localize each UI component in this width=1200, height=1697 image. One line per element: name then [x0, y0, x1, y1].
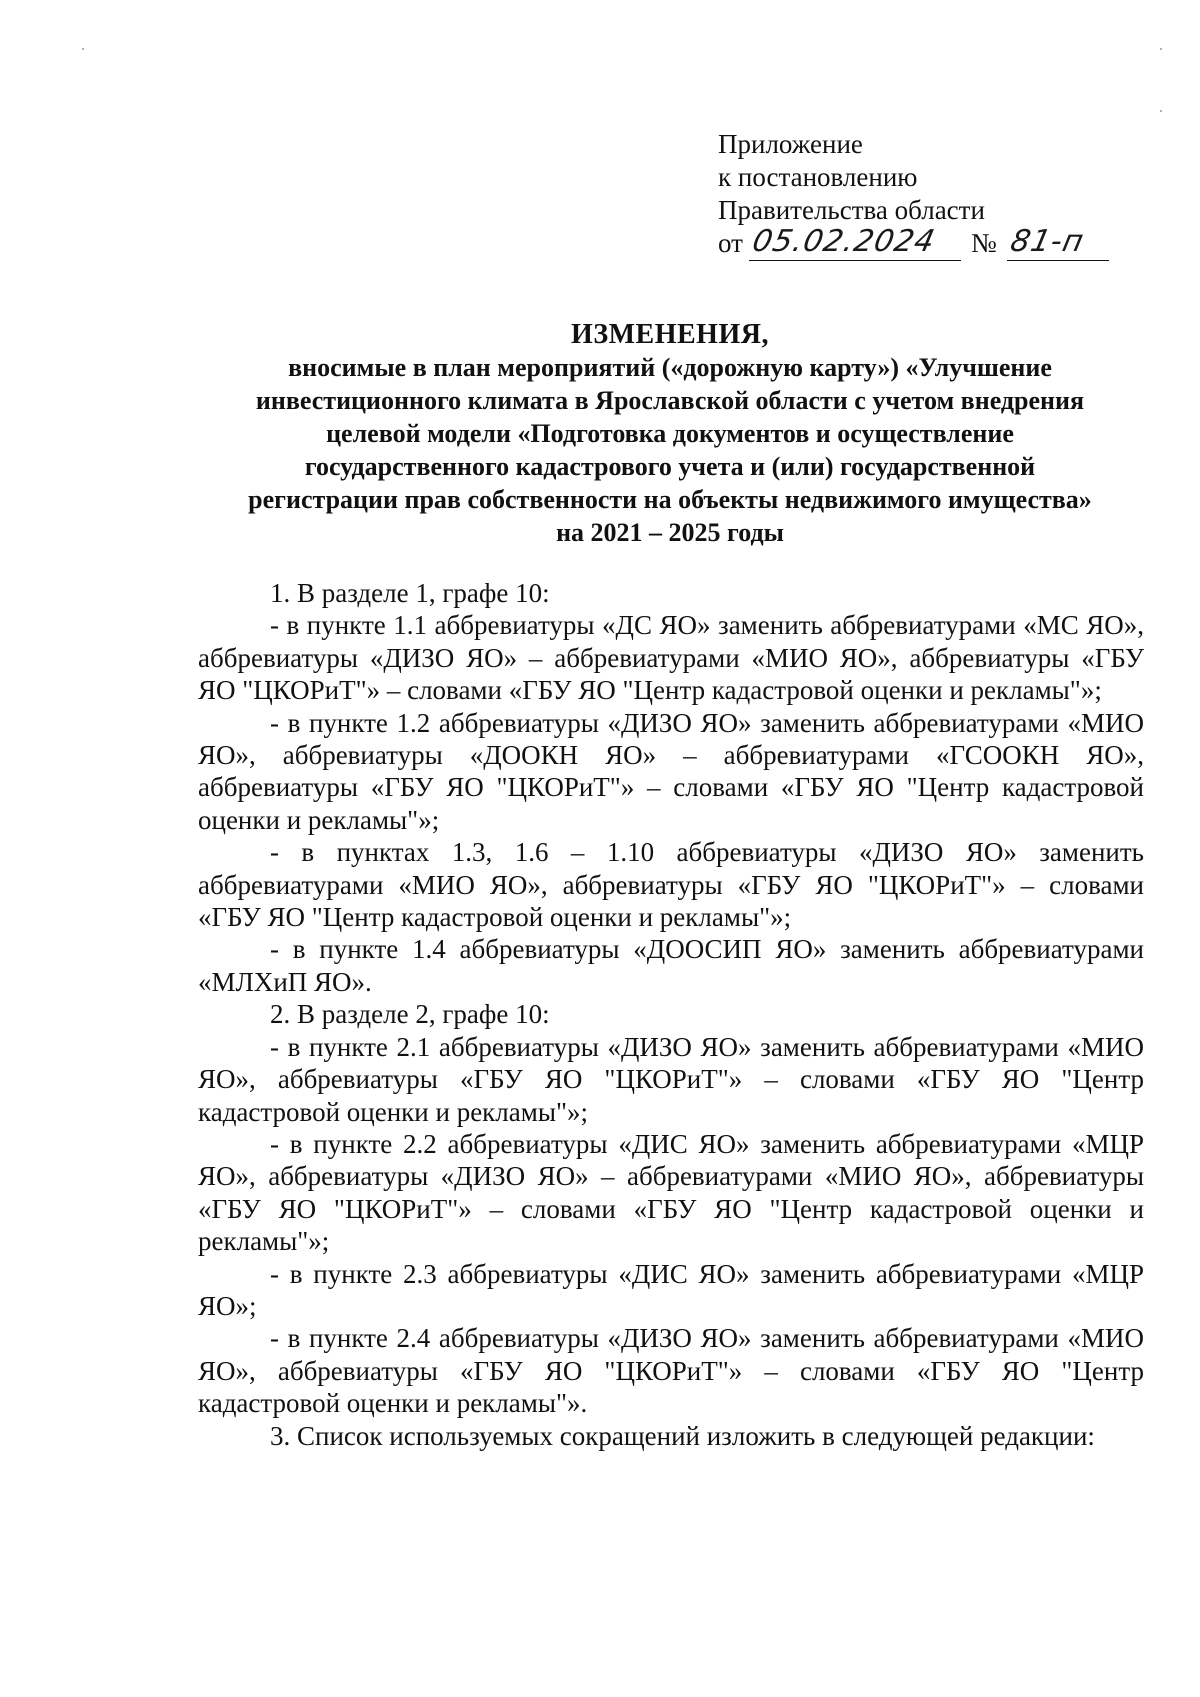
scan-speck	[1160, 110, 1162, 112]
paragraph-1-1: - в пункте 1.1 аббревиатуры «ДС ЯО» заменить аббревиатурами «МС ЯО», аббревиатуры «ДИЗО ЯО» – аббревиатурами «МИО ЯО», аббревиатуры «ГБУ ЯО "ЦКОРиТ"» – словами «ГБУ ЯО "Центр кадастровой оценки и рекламы"»;	[198, 610, 1144, 706]
title-line: вносимые в план мероприятий («дорожную карту») «Улучшение	[288, 353, 1052, 382]
section-1-heading: 1. В разделе 1, графе 10:	[270, 578, 550, 608]
document-body	[198, 577, 1144, 1452]
document-heading: ИЗМЕНЕНИЯ,	[571, 319, 769, 350]
scan-speck	[1160, 48, 1162, 50]
title-line: регистрации прав собственности на объекты недвижимого имущества»	[248, 485, 1092, 514]
title-line: инвестиционного климата в Ярославской области с учетом внедрения	[255, 386, 1085, 415]
appendix-line-2: к постановлению	[718, 162, 918, 192]
handwritten-number: 81-п	[1006, 224, 1088, 259]
appendix-date-line	[718, 224, 1109, 261]
paragraph-2-3: - в пункте 2.3 аббревиатуры «ДИС ЯО» заменить аббревиатурами «МЦР ЯО»;	[198, 1258, 1144, 1321]
number-field	[1006, 224, 1109, 261]
handwritten-date: 05.02.2024	[749, 224, 939, 259]
number-sign: №	[970, 228, 997, 258]
title-line: государственного кадастрового учета и (или) государственной	[304, 452, 1036, 481]
paragraph-2-1: - в пункте 2.1 аббревиатуры «ДИЗО ЯО» заменить аббревиатурами «МИО ЯО», аббревиатуры «ГБУ ЯО "ЦКОРиТ"» – словами «ГБУ ЯО "Центр кадастровой оценки и рекламы"»;	[198, 1031, 1144, 1127]
paragraph-1-2: - в пункте 1.2 аббревиатуры «ДИЗО ЯО» заменить аббревиатурами «МИО ЯО», аббревиатуры «ДООКН ЯО» – аббревиатурами «ГСООКН ЯО», аббревиатуры «ГБУ ЯО "ЦКОРиТ"» – словами «ГБУ ЯО "Центр кадастровой оценки и рекламы"»;	[198, 707, 1144, 835]
title-line: целевой модели «Подготовка документов и осуществление	[326, 419, 1014, 448]
date-prefix: от	[718, 228, 743, 258]
paragraph-1-4: - в пункте 1.4 аббревиатуры «ДООСИП ЯО» заменить аббревиатурами «МЛХиП ЯО».	[198, 934, 1144, 997]
paragraph-2-2: - в пункте 2.2 аббревиатуры «ДИС ЯО» заменить аббревиатурами «МЦР ЯО», аббревиатуры «ДИЗО ЯО» – аббревиатурами «МИО ЯО», аббревиатуры «ГБУ ЯО "ЦКОРиТ"» – словами «ГБУ ЯО "Центр кадастровой оценки и рекламы"»;	[198, 1128, 1144, 1257]
paragraph-2-4: - в пункте 2.4 аббревиатуры «ДИЗО ЯО» заменить аббревиатурами «МИО ЯО», аббревиатуры «ГБУ ЯО "ЦКОРиТ"» – словами «ГБУ ЯО "Центр кадастровой оценки и рекламы"».	[198, 1323, 1144, 1419]
appendix-block	[718, 128, 1109, 261]
appendix-line-3: Правительства области	[718, 195, 985, 225]
appendix-line-1: Приложение	[718, 129, 863, 159]
document-title-block	[150, 318, 1190, 549]
section-3-heading: 3. Список используемых сокращений изложить в следующей редакции:	[270, 1420, 1095, 1451]
date-field	[749, 224, 961, 261]
title-line: на 2021 – 2025 годы	[556, 518, 784, 547]
paragraph-1-3: - в пунктах 1.3, 1.6 – 1.10 аббревиатуры «ДИЗО ЯО» заменить аббревиатурами «МИО ЯО», аббревиатуры «ГБУ ЯО "ЦКОРиТ"» – словами «ГБУ ЯО "Центр кадастровой оценки и рекламы"»;	[198, 837, 1144, 933]
section-2-heading: 2. В разделе 2, графе 10:	[270, 999, 550, 1030]
scan-speck	[82, 48, 84, 50]
